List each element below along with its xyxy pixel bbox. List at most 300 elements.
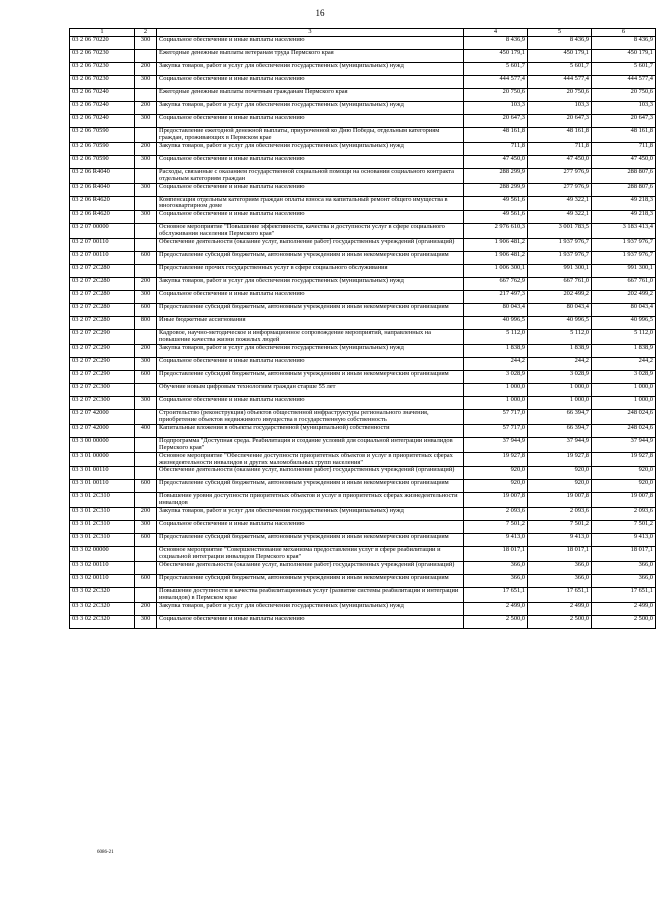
budget-code-cell: 03 3 02 00110 (70, 575, 135, 588)
table-row (70, 278, 656, 291)
amount-year2-cell: 2 500,0 (528, 615, 592, 628)
table-row (70, 114, 656, 127)
expense-type-cell: 300 (135, 183, 157, 196)
column-header-type: 2 (135, 29, 157, 37)
amount-year3-cell: 2 093,6 (592, 508, 656, 521)
amount-year1-cell: 920,0 (464, 467, 528, 480)
amount-year1-cell: 103,3 (464, 101, 528, 114)
document-code: 6086-21 (97, 850, 114, 855)
amount-year3-cell: 1 937 976,7 (592, 239, 656, 252)
expense-type-cell (135, 265, 157, 278)
item-name-cell: Закупка товаров, работ и услуг для обеспечения государственных (муниципальных) нужд (157, 62, 464, 75)
amount-year3-cell: 2 500,0 (592, 615, 656, 628)
item-name-cell: Подпрограмма "Доступная среда. Реабилитация и создание условий для социальной интеграции инвалидов Пермского края" (157, 437, 464, 452)
amount-year3-cell: 288 807,6 (592, 183, 656, 196)
amount-year3-cell: 3 028,9 (592, 370, 656, 383)
item-name-cell: Предоставление субсидий бюджетным, автономным учреждениям и иным некоммерческим организациям (157, 370, 464, 383)
expense-type-cell (135, 239, 157, 252)
budget-code-cell: 03 3 02 2C320 (70, 615, 135, 628)
amount-year3-cell: 444 577,4 (592, 75, 656, 88)
expense-type-cell (135, 467, 157, 480)
amount-year3-cell: 40 996,5 (592, 317, 656, 330)
budget-code-cell: 03 2 07 00000 (70, 224, 135, 239)
budget-code-cell: 03 2 07 42000 (70, 424, 135, 437)
amount-year2-cell: 19 927,8 (528, 452, 592, 467)
expense-type-cell: 300 (135, 291, 157, 304)
amount-year1-cell: 2 976 610,3 (464, 224, 528, 239)
expense-type-cell (135, 224, 157, 239)
amount-year3-cell: 3 183 413,4 (592, 224, 656, 239)
expense-type-cell: 300 (135, 521, 157, 534)
amount-year1-cell: 57 717,0 (464, 424, 528, 437)
amount-year1-cell: 450 179,1 (464, 49, 528, 62)
item-name-cell: Закупка товаров, работ и услуг для обеспечения государственных (муниципальных) нужд (157, 508, 464, 521)
amount-year2-cell: 49 322,1 (528, 196, 592, 211)
expense-type-cell: 200 (135, 602, 157, 615)
budget-code-cell: 03 2 07 00110 (70, 239, 135, 252)
amount-year1-cell: 1 006 300,1 (464, 265, 528, 278)
expense-type-cell: 300 (135, 211, 157, 224)
budget-code-cell: 03 2 07 2C280 (70, 291, 135, 304)
amount-year3-cell: 18 017,1 (592, 547, 656, 562)
item-name-cell: Закупка товаров, работ и услуг для обеспечения государственных (муниципальных) нужд (157, 602, 464, 615)
amount-year2-cell: 66 394,7 (528, 409, 592, 424)
amount-year2-cell: 3 001 783,5 (528, 224, 592, 239)
amount-year2-cell: 17 651,1 (528, 588, 592, 603)
budget-code-cell: 03 2 07 2C280 (70, 317, 135, 330)
expense-type-cell: 600 (135, 575, 157, 588)
expense-type-cell: 200 (135, 101, 157, 114)
amount-year3-cell: 5 601,7 (592, 62, 656, 75)
amount-year3-cell: 48 161,8 (592, 127, 656, 142)
amount-year3-cell: 49 218,3 (592, 211, 656, 224)
budget-code-cell: 03 2 07 2C300 (70, 383, 135, 396)
amount-year2-cell: 450 179,1 (528, 49, 592, 62)
table-row (70, 383, 656, 396)
amount-year1-cell: 288 299,9 (464, 168, 528, 183)
table-row (70, 330, 656, 345)
amount-year1-cell: 19 007,8 (464, 493, 528, 508)
table-row (70, 602, 656, 615)
item-name-cell: Предоставление субсидий бюджетным, автономным учреждениям и иным некоммерческим организациям (157, 534, 464, 547)
amount-year1-cell: 3 028,9 (464, 370, 528, 383)
budget-code-cell: 03 2 06 70230 (70, 49, 135, 62)
table-row (70, 344, 656, 357)
expense-type-cell (135, 127, 157, 142)
amount-year2-cell: 444 577,4 (528, 75, 592, 88)
amount-year1-cell: 1 000,0 (464, 383, 528, 396)
amount-year3-cell: 17 651,1 (592, 588, 656, 603)
item-name-cell: Кадровое, научно-методическое и информационное сопровождение мероприятий, направленных на повышение качества жизни пожилых людей (157, 330, 464, 345)
amount-year1-cell: 366,0 (464, 575, 528, 588)
budget-code-cell: 03 2 06 70230 (70, 62, 135, 75)
item-name-cell: Закупка товаров, работ и услуг для обеспечения государственных (муниципальных) нужд (157, 344, 464, 357)
item-name-cell: Ежегодные денежные выплаты ветеранам труда Пермского края (157, 49, 464, 62)
expense-type-cell (135, 49, 157, 62)
amount-year2-cell: 920,0 (528, 480, 592, 493)
table-row (70, 452, 656, 467)
expense-type-cell (135, 383, 157, 396)
amount-year1-cell: 244,2 (464, 357, 528, 370)
item-name-cell: Закупка товаров, работ и услуг для обеспечения государственных (муниципальных) нужд (157, 142, 464, 155)
item-name-cell: Предоставление субсидий бюджетным, автономным учреждениям и иным некоммерческим организациям (157, 480, 464, 493)
amount-year1-cell: 20 750,6 (464, 88, 528, 101)
amount-year2-cell: 5 112,0 (528, 330, 592, 345)
budget-code-cell: 03 3 01 2C310 (70, 521, 135, 534)
budget-code-cell: 03 2 06 70240 (70, 114, 135, 127)
expense-type-cell: 300 (135, 357, 157, 370)
amount-year1-cell: 47 450,0 (464, 155, 528, 168)
budget-code-cell: 03 2 07 42000 (70, 409, 135, 424)
expense-type-cell (135, 196, 157, 211)
item-name-cell: Иные бюджетные ассигнования (157, 317, 464, 330)
table-row (70, 521, 656, 534)
item-name-cell: Строительство (реконструкция) объектов общественной инфраструктуры регионального значения, приобретение объектов недвижимого имущества в государственную собственность (157, 409, 464, 424)
table-row (70, 562, 656, 575)
table-row (70, 493, 656, 508)
expense-type-cell: 600 (135, 480, 157, 493)
item-name-cell: Капитальные вложения в объекты государственной (муниципальной) собственности (157, 424, 464, 437)
amount-year2-cell: 20 647,3 (528, 114, 592, 127)
item-name-cell: Обеспечение деятельности (оказание услуг, выполнение работ) государственных учреждений (организаций) (157, 239, 464, 252)
amount-year3-cell: 1 000,0 (592, 383, 656, 396)
expense-type-cell (135, 168, 157, 183)
item-name-cell: Социальное обеспечение и иные выплаты населению (157, 615, 464, 628)
amount-year2-cell: 202 499,2 (528, 291, 592, 304)
table-row (70, 480, 656, 493)
table-row (70, 396, 656, 409)
amount-year3-cell: 920,0 (592, 480, 656, 493)
amount-year2-cell: 1 000,0 (528, 396, 592, 409)
table-row (70, 370, 656, 383)
amount-year1-cell: 20 647,3 (464, 114, 528, 127)
amount-year2-cell: 37 944,9 (528, 437, 592, 452)
amount-year2-cell: 2 093,6 (528, 508, 592, 521)
amount-year2-cell: 18 017,1 (528, 547, 592, 562)
page-number: 16 (315, 8, 325, 18)
budget-code-cell: 03 3 02 2C320 (70, 602, 135, 615)
item-name-cell: Ежегодные денежные выплаты почетным гражданам Пермского края (157, 88, 464, 101)
amount-year3-cell: 1 000,0 (592, 396, 656, 409)
budget-code-cell: 03 3 00 00000 (70, 437, 135, 452)
item-name-cell: Повышение уровня доступности приоритетных объектов и услуг в приоритетных сферах жизнедеятельности инвалидов (157, 493, 464, 508)
amount-year3-cell: 366,0 (592, 562, 656, 575)
item-name-cell: Закупка товаров, работ и услуг для обеспечения государственных (муниципальных) нужд (157, 101, 464, 114)
budget-code-cell: 03 2 07 2C290 (70, 344, 135, 357)
amount-year2-cell: 8 436,9 (528, 36, 592, 49)
table-row (70, 183, 656, 196)
table-row (70, 588, 656, 603)
budget-code-cell: 03 3 01 00000 (70, 452, 135, 467)
amount-year1-cell: 19 927,8 (464, 452, 528, 467)
column-header-code: 1 (70, 29, 135, 37)
amount-year2-cell: 80 043,4 (528, 304, 592, 317)
expense-type-cell: 200 (135, 142, 157, 155)
budget-code-cell: 03 2 06 70240 (70, 88, 135, 101)
item-name-cell: Обеспечение деятельности (оказание услуг, выполнение работ) государственных учреждений (организаций) (157, 467, 464, 480)
item-name-cell: Социальное обеспечение и иные выплаты населению (157, 357, 464, 370)
amount-year3-cell: 1 937 976,7 (592, 252, 656, 265)
table-row (70, 196, 656, 211)
budget-table (69, 28, 656, 629)
table-row (70, 211, 656, 224)
amount-year2-cell: 920,0 (528, 467, 592, 480)
amount-year1-cell: 17 651,1 (464, 588, 528, 603)
amount-year3-cell: 20 647,3 (592, 114, 656, 127)
amount-year2-cell: 1 000,0 (528, 383, 592, 396)
table-row (70, 239, 656, 252)
amount-year1-cell: 2 500,0 (464, 615, 528, 628)
item-name-cell: Социальное обеспечение и иные выплаты населению (157, 521, 464, 534)
table-row (70, 534, 656, 547)
table-row (70, 291, 656, 304)
table-header (70, 29, 656, 37)
expense-type-cell: 600 (135, 304, 157, 317)
amount-year1-cell: 49 561,6 (464, 211, 528, 224)
amount-year2-cell: 244,2 (528, 357, 592, 370)
item-name-cell: Обучение новым цифровым технологиям граждан старше 55 лет (157, 383, 464, 396)
amount-year2-cell: 48 161,8 (528, 127, 592, 142)
amount-year3-cell: 5 112,0 (592, 330, 656, 345)
amount-year1-cell: 1 838,9 (464, 344, 528, 357)
amount-year1-cell: 5 601,7 (464, 62, 528, 75)
table-row (70, 265, 656, 278)
expense-type-cell: 300 (135, 396, 157, 409)
amount-year1-cell: 1 000,0 (464, 396, 528, 409)
amount-year3-cell: 103,3 (592, 101, 656, 114)
amount-year3-cell: 7 501,2 (592, 521, 656, 534)
expense-type-cell: 300 (135, 75, 157, 88)
column-header-year2: 5 (528, 29, 592, 37)
amount-year3-cell: 202 499,2 (592, 291, 656, 304)
table-row (70, 575, 656, 588)
expense-type-cell: 300 (135, 155, 157, 168)
amount-year3-cell: 667 761,0 (592, 278, 656, 291)
amount-year2-cell: 277 976,9 (528, 168, 592, 183)
expense-type-cell (135, 547, 157, 562)
expense-type-cell: 600 (135, 252, 157, 265)
expense-type-cell (135, 493, 157, 508)
amount-year2-cell: 2 499,0 (528, 602, 592, 615)
table-row (70, 36, 656, 49)
expense-type-cell (135, 88, 157, 101)
amount-year1-cell: 667 762,9 (464, 278, 528, 291)
amount-year3-cell: 711,8 (592, 142, 656, 155)
budget-code-cell: 03 2 06 70230 (70, 75, 135, 88)
item-name-cell: Социальное обеспечение и иные выплаты населению (157, 183, 464, 196)
amount-year1-cell: 920,0 (464, 480, 528, 493)
budget-code-cell: 03 2 06 70240 (70, 101, 135, 114)
amount-year2-cell: 19 007,8 (528, 493, 592, 508)
item-name-cell: Социальное обеспечение и иные выплаты населению (157, 396, 464, 409)
table-row (70, 224, 656, 239)
expense-type-cell (135, 330, 157, 345)
amount-year1-cell: 40 996,5 (464, 317, 528, 330)
header-row (70, 29, 656, 37)
budget-code-cell: 03 2 06 R4040 (70, 183, 135, 196)
expense-type-cell: 300 (135, 36, 157, 49)
amount-year1-cell: 57 717,0 (464, 409, 528, 424)
table-row (70, 409, 656, 424)
expense-type-cell: 600 (135, 370, 157, 383)
table-row (70, 127, 656, 142)
table-row (70, 317, 656, 330)
budget-code-cell: 03 2 06 70590 (70, 155, 135, 168)
budget-code-cell: 03 2 06 70590 (70, 127, 135, 142)
column-header-year3: 6 (592, 29, 656, 37)
expense-type-cell: 300 (135, 114, 157, 127)
amount-year2-cell: 366,0 (528, 575, 592, 588)
amount-year3-cell: 366,0 (592, 575, 656, 588)
item-name-cell: Повышение доступности и качества реабилитационных услуг (развитие системы реабилитации и интеграции инвалидов) в Пермском крае (157, 588, 464, 603)
budget-code-cell: 03 2 06 R4040 (70, 168, 135, 183)
amount-year1-cell: 288 299,9 (464, 183, 528, 196)
item-name-cell: Предоставление субсидий бюджетным, автономным учреждениям и иным некоммерческим организациям (157, 252, 464, 265)
amount-year2-cell: 1 937 976,7 (528, 252, 592, 265)
amount-year3-cell: 19 007,8 (592, 493, 656, 508)
budget-code-cell: 03 2 07 2C280 (70, 278, 135, 291)
item-name-cell: Расходы, связанные с оказанием государственной социальной помощи на основании социального контракта отдельным категориям граждан (157, 168, 464, 183)
amount-year2-cell: 366,0 (528, 562, 592, 575)
table-row (70, 615, 656, 628)
item-name-cell: Основное мероприятие "Обеспечение доступности приоритетных объектов и услуг в приоритетных сферах жизнедеятельности инвалидов и других маломобильных групп населения" (157, 452, 464, 467)
budget-code-cell: 03 3 01 2C310 (70, 508, 135, 521)
table-row (70, 508, 656, 521)
item-name-cell: Социальное обеспечение и иные выплаты населению (157, 36, 464, 49)
amount-year3-cell: 49 218,3 (592, 196, 656, 211)
budget-code-cell: 03 3 02 00110 (70, 562, 135, 575)
amount-year2-cell: 66 394,7 (528, 424, 592, 437)
amount-year3-cell: 80 043,4 (592, 304, 656, 317)
amount-year3-cell: 20 750,6 (592, 88, 656, 101)
amount-year3-cell: 991 300,1 (592, 265, 656, 278)
item-name-cell: Предоставление ежегодной денежной выплаты, приуроченной ко Дню Победы, отдельным категориям граждан, проживающих в Пермском крае (157, 127, 464, 142)
item-name-cell: Социальное обеспечение и иные выплаты населению (157, 291, 464, 304)
item-name-cell: Основное мероприятие "Повышение эффективности, качества и доступности услуг в сфере социального обслуживания населения Пермского края" (157, 224, 464, 239)
table-row (70, 75, 656, 88)
budget-code-cell: 03 2 06 70220 (70, 36, 135, 49)
item-name-cell: Предоставление субсидий бюджетным, автономным учреждениям и иным некоммерческим организациям (157, 575, 464, 588)
item-name-cell: Предоставление прочих государственных услуг в сфере социального обслуживания (157, 265, 464, 278)
amount-year1-cell: 5 112,0 (464, 330, 528, 345)
amount-year2-cell: 7 501,2 (528, 521, 592, 534)
amount-year2-cell: 1 838,9 (528, 344, 592, 357)
item-name-cell: Предоставление субсидий бюджетным, автономным учреждениям и иным некоммерческим организациям (157, 304, 464, 317)
amount-year2-cell: 103,3 (528, 101, 592, 114)
amount-year3-cell: 8 436,9 (592, 36, 656, 49)
table-row (70, 304, 656, 317)
item-name-cell: Основное мероприятие "Совершенствование механизма предоставления услуг в сфере реабилитации и социальной интеграции инвалидов Пермского края" (157, 547, 464, 562)
table-row (70, 101, 656, 114)
budget-code-cell: 03 3 01 00110 (70, 480, 135, 493)
budget-code-cell: 03 3 01 00110 (70, 467, 135, 480)
table-row (70, 62, 656, 75)
table-row (70, 49, 656, 62)
amount-year2-cell: 47 450,0 (528, 155, 592, 168)
amount-year3-cell: 244,2 (592, 357, 656, 370)
item-name-cell: Социальное обеспечение и иные выплаты населению (157, 211, 464, 224)
table-body (70, 36, 656, 628)
amount-year1-cell: 444 577,4 (464, 75, 528, 88)
budget-code-cell: 03 3 01 2C310 (70, 534, 135, 547)
budget-code-cell: 03 3 01 2C310 (70, 493, 135, 508)
expense-type-cell (135, 437, 157, 452)
budget-code-cell: 03 2 07 2C280 (70, 304, 135, 317)
table-row (70, 467, 656, 480)
item-name-cell: Компенсация отдельным категориям граждан оплаты взноса на капитальный ремонт общего имущества в многоквартирном доме (157, 196, 464, 211)
amount-year1-cell: 1 906 481,2 (464, 252, 528, 265)
table-row (70, 357, 656, 370)
amount-year2-cell: 5 601,7 (528, 62, 592, 75)
expense-type-cell: 800 (135, 317, 157, 330)
amount-year3-cell: 9 413,0 (592, 534, 656, 547)
amount-year3-cell: 920,0 (592, 467, 656, 480)
amount-year2-cell: 711,8 (528, 142, 592, 155)
expense-type-cell: 200 (135, 278, 157, 291)
amount-year1-cell: 80 043,4 (464, 304, 528, 317)
budget-code-cell: 03 2 06 R4620 (70, 196, 135, 211)
amount-year1-cell: 48 161,8 (464, 127, 528, 142)
column-header-name: 3 (157, 29, 464, 37)
expense-type-cell: 200 (135, 508, 157, 521)
expense-type-cell (135, 588, 157, 603)
amount-year3-cell: 47 450,0 (592, 155, 656, 168)
amount-year2-cell: 3 028,9 (528, 370, 592, 383)
budget-code-cell: 03 2 06 R4620 (70, 211, 135, 224)
table-row (70, 437, 656, 452)
amount-year1-cell: 366,0 (464, 562, 528, 575)
item-name-cell: Закупка товаров, работ и услуг для обеспечения государственных (муниципальных) нужд (157, 278, 464, 291)
table-row (70, 424, 656, 437)
amount-year3-cell: 37 944,9 (592, 437, 656, 452)
amount-year2-cell: 9 413,0 (528, 534, 592, 547)
amount-year1-cell: 217 497,3 (464, 291, 528, 304)
item-name-cell: Обеспечение деятельности (оказание услуг, выполнение работ) государственных учреждений (организаций) (157, 562, 464, 575)
amount-year1-cell: 711,8 (464, 142, 528, 155)
budget-code-cell: 03 3 02 00000 (70, 547, 135, 562)
budget-code-cell: 03 2 07 2C290 (70, 357, 135, 370)
item-name-cell: Социальное обеспечение и иные выплаты населению (157, 155, 464, 168)
amount-year3-cell: 1 838,9 (592, 344, 656, 357)
expense-type-cell: 400 (135, 424, 157, 437)
amount-year1-cell: 18 017,1 (464, 547, 528, 562)
expense-type-cell: 200 (135, 62, 157, 75)
budget-code-cell: 03 2 07 2C280 (70, 265, 135, 278)
column-header-year1: 4 (464, 29, 528, 37)
amount-year3-cell: 248 024,6 (592, 424, 656, 437)
amount-year3-cell: 450 179,1 (592, 49, 656, 62)
table-row (70, 88, 656, 101)
expense-type-cell (135, 452, 157, 467)
expense-type-cell: 200 (135, 344, 157, 357)
table-row (70, 155, 656, 168)
budget-code-cell: 03 2 07 2C300 (70, 396, 135, 409)
item-name-cell: Социальное обеспечение и иные выплаты населению (157, 114, 464, 127)
amount-year1-cell: 2 499,0 (464, 602, 528, 615)
amount-year2-cell: 20 750,6 (528, 88, 592, 101)
amount-year3-cell: 248 024,6 (592, 409, 656, 424)
expense-type-cell (135, 409, 157, 424)
amount-year2-cell: 277 976,9 (528, 183, 592, 196)
budget-code-cell: 03 2 07 00110 (70, 252, 135, 265)
table-row (70, 168, 656, 183)
amount-year2-cell: 667 761,0 (528, 278, 592, 291)
budget-code-cell: 03 2 07 2C290 (70, 330, 135, 345)
amount-year1-cell: 1 906 481,2 (464, 239, 528, 252)
amount-year2-cell: 991 300,1 (528, 265, 592, 278)
budget-code-cell: 03 2 06 70590 (70, 142, 135, 155)
expense-type-cell: 300 (135, 615, 157, 628)
